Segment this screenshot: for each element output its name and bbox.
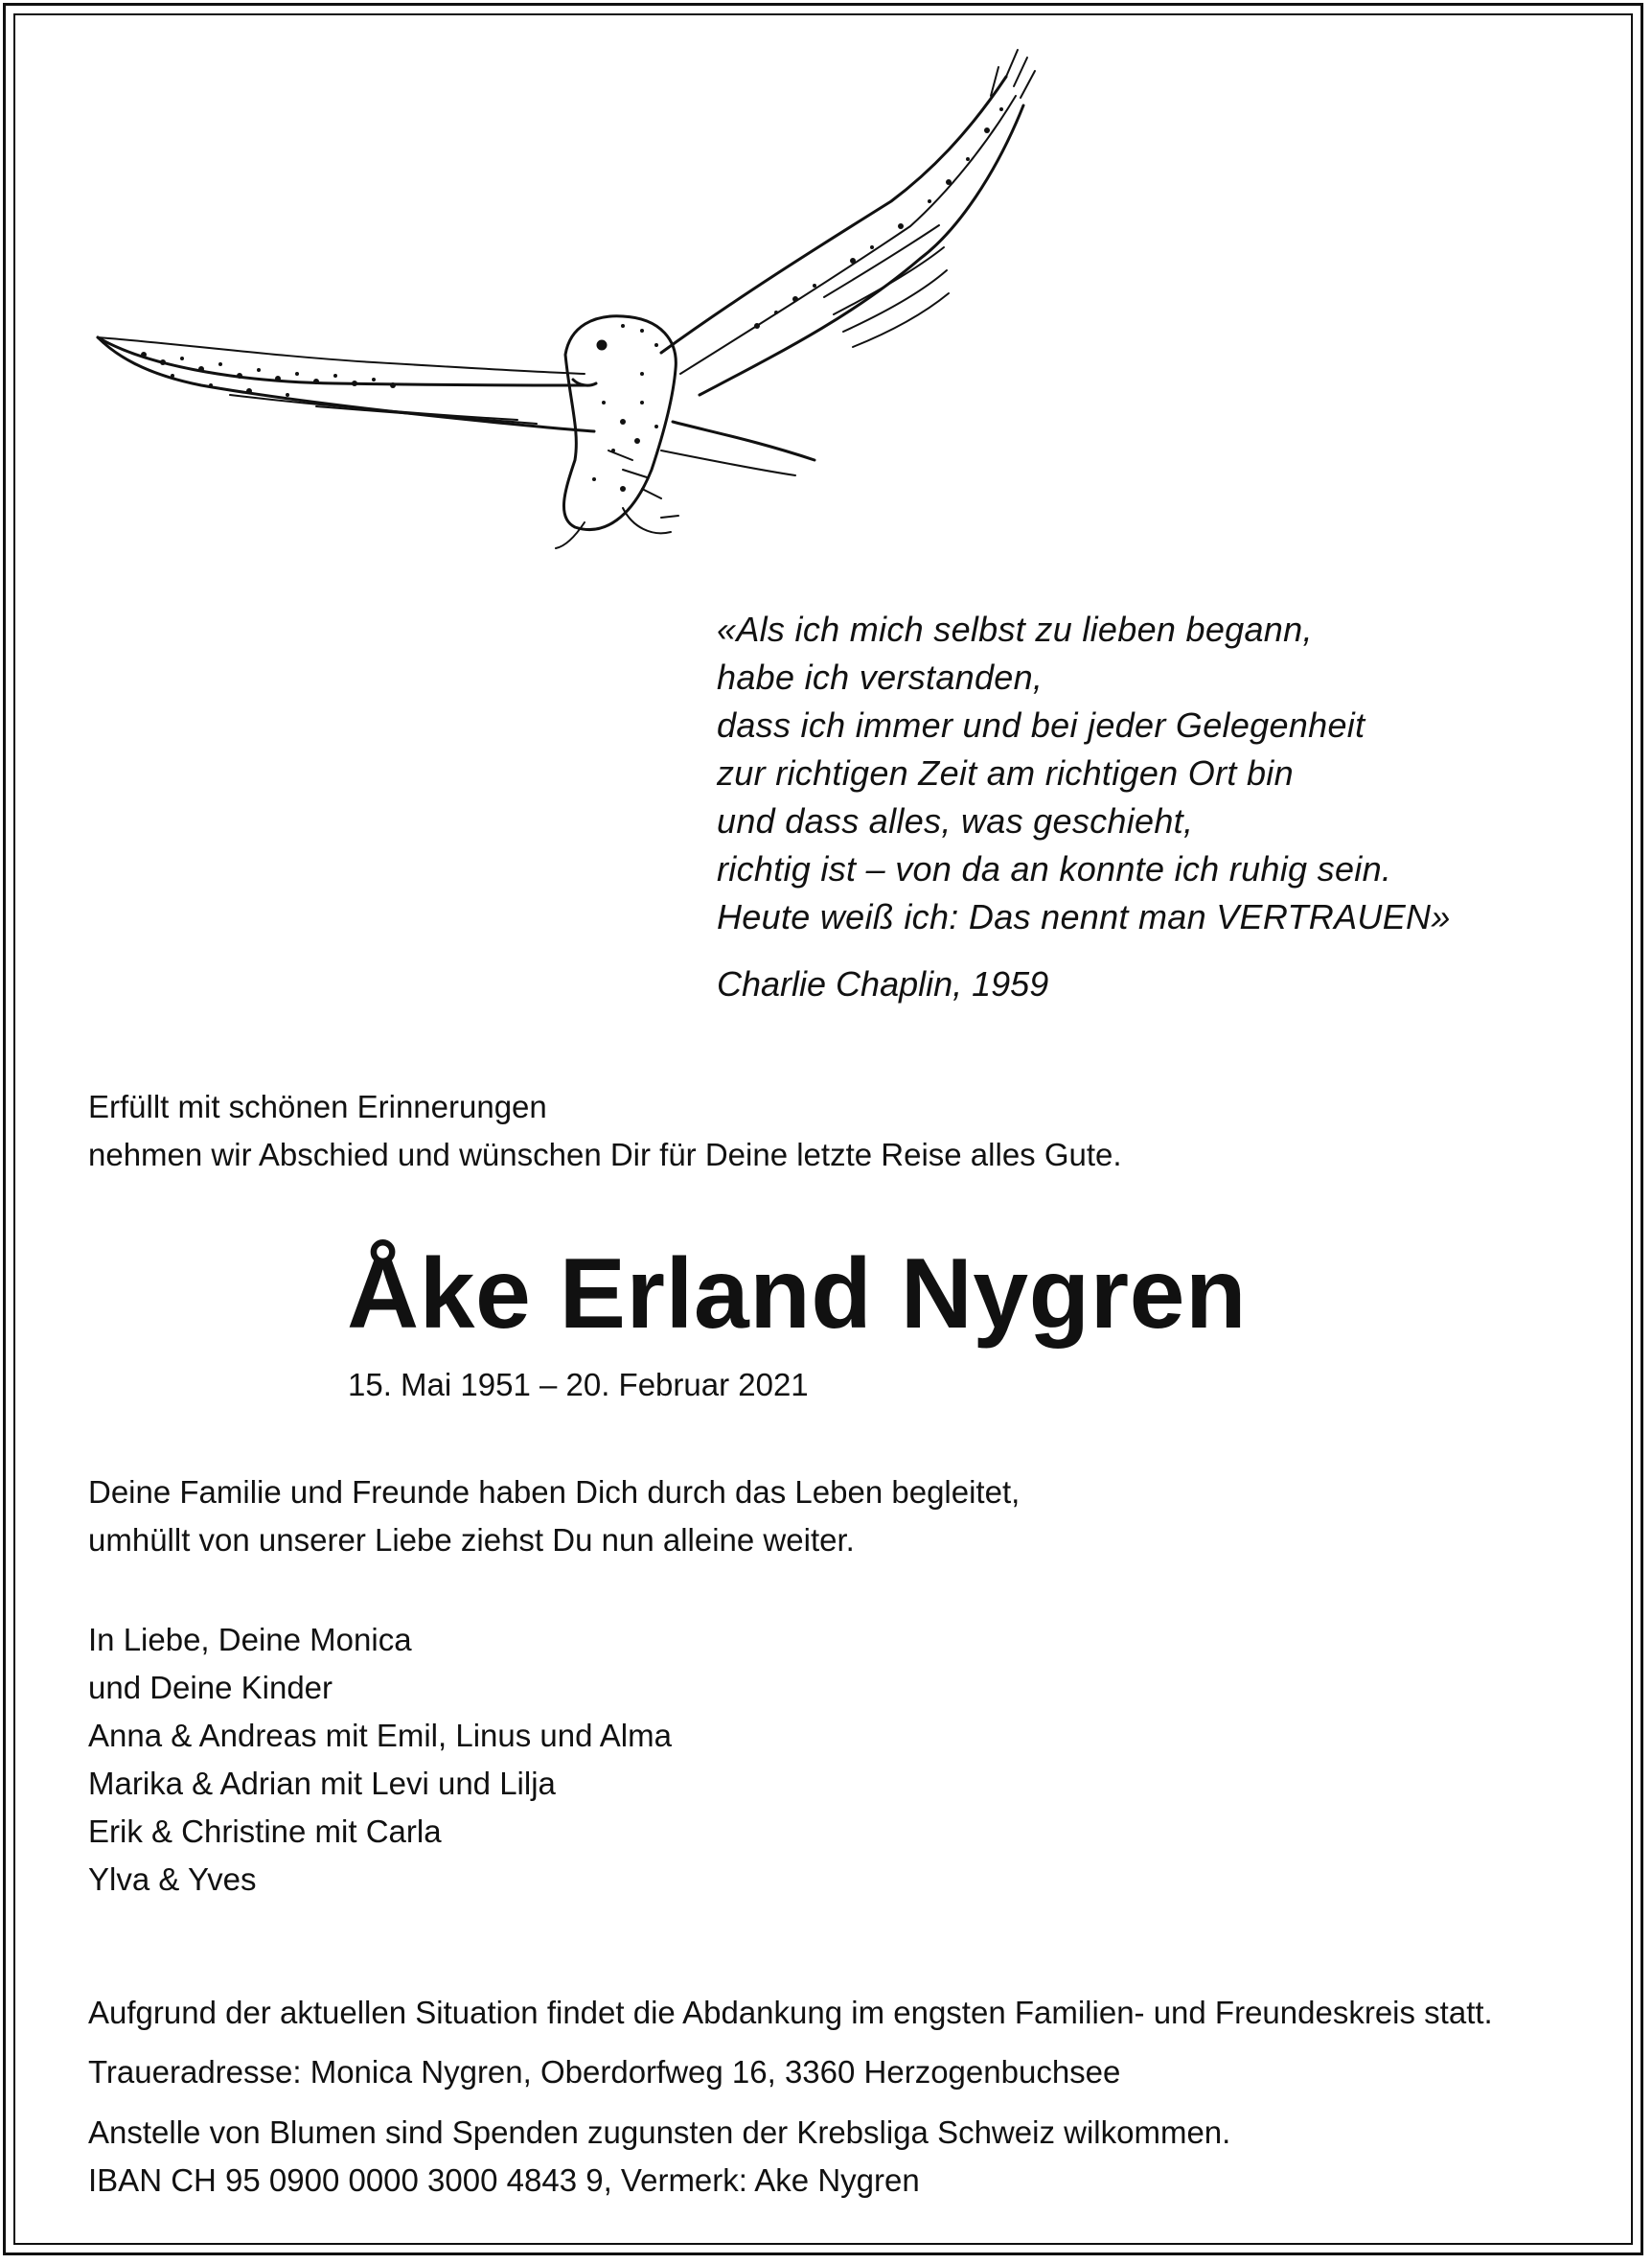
quote [717,606,1451,941]
mourner-line: Marika & Adrian mit Levi und Lilja [88,1766,556,1801]
donation-iban: IBAN CH 95 0900 0000 3000 4843 9, Vermerk: Ake Nygren [88,2162,920,2198]
quote-line: dass ich immer und bei jeder Gelegenheit [717,705,1365,745]
intro-line: Erfüllt mit schönen Erinnerungen [88,1089,547,1124]
family-line: umhüllt von unserer Liebe ziehst Du nun alleine weiter. [88,1522,855,1558]
ceremony-notice: Aufgrund der aktuellen Situation findet die Abdankung im engsten Familien- und Freundeskreis statt. [88,1995,1493,2030]
quote-line: Heute weiß ich: Das nennt man VERTRAUEN» [717,897,1451,936]
owl-illustration-icon [86,38,1083,556]
quote-line: richtig ist – von da an konnte ich ruhig sein. [717,849,1392,889]
quote-line: zur richtigen Zeit am richtigen Ort bin [717,753,1294,793]
quote-line: «Als ich mich selbst zu lieben begann, [717,610,1313,649]
mourner-line: In Liebe, Deine Monica [88,1622,412,1657]
mourning-address: Traueradresse: Monica Nygren, Oberdorfweg 16, 3360 Herzogenbuchsee [88,2054,1121,2090]
mourner-line: Erik & Christine mit Carla [88,1814,442,1849]
quote-line: habe ich verstanden, [717,658,1044,697]
quote-line: und dass alles, was geschieht, [717,801,1194,841]
life-dates: 15. Mai 1951 – 20. Februar 2021 [348,1367,809,1402]
intro-line: nehmen wir Abschied und wünschen Dir für Deine letzte Reise alles Gute. [88,1137,1122,1172]
mourner-line: Anna & Andreas mit Emil, Linus und Alma [88,1718,672,1753]
intro-text [88,1083,1122,1179]
mourner-line: Ylva & Yves [88,1861,257,1897]
mourners-list [88,1616,672,1904]
deceased-name: Åke Erland Nygren [347,1238,1248,1350]
quote-author: Charlie Chaplin, 1959 [717,964,1049,1004]
donation-line: Anstelle von Blumen sind Spenden zugunsten der Krebsliga Schweiz wilkommen. [88,2114,1231,2150]
mourner-line: und Deine Kinder [88,1670,333,1705]
family-line: Deine Familie und Freunde haben Dich durch das Leben begleitet, [88,1474,1021,1510]
family-text [88,1468,1020,1564]
donation-notice [88,2109,1230,2205]
